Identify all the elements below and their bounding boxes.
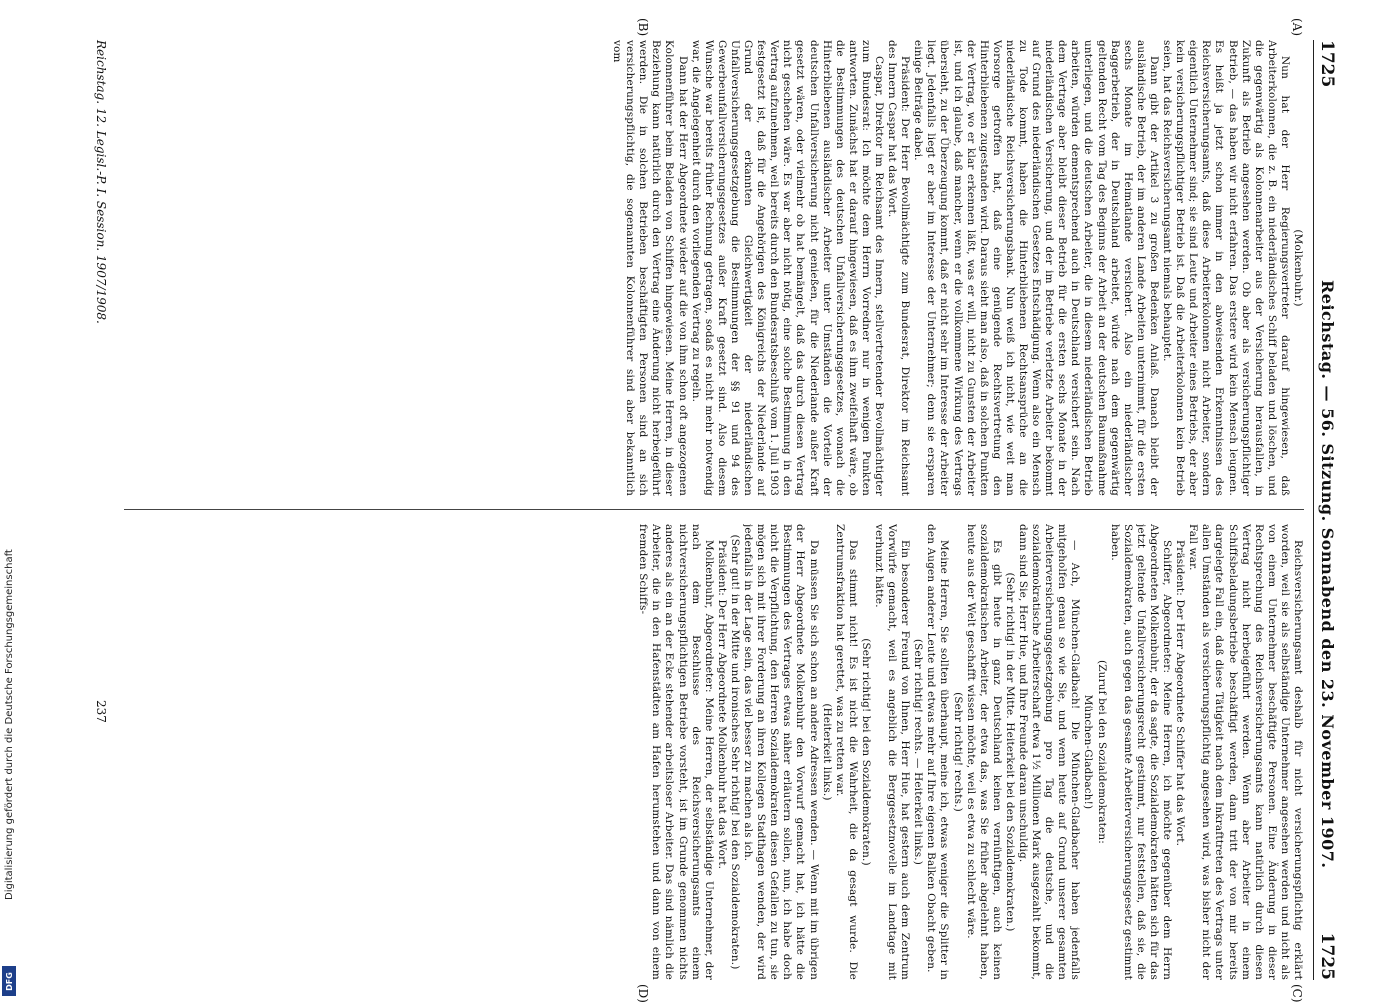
president-statement: Präsident: Der Herr Abgeordnete Schiffer hat das Wort. (1174, 540, 1187, 847)
left-column (124, 40, 1304, 496)
digitization-note: Digitalisierung gefördert durch die Deutsche Forschungsgemeinschaft (4, 549, 15, 900)
interjection: (Sehr richtig! rechts. — Heiterkeit links.) (912, 638, 925, 866)
page-footer: Reichstag. 12. Legisl.-P. I. Session. 1907/1908. (94, 40, 108, 324)
column-divider (124, 509, 1304, 510)
paragraph: Es gibt heute in ganz Deutschland keinen vernünftigen, auch keinen sozialdemokratischen Arbeiter, der etwa das, was Sie früher abgelehnt haben, heute aus der Welt geschafft wissen möchte, weil es etwa zu schlecht wäre. (964, 524, 1003, 980)
logo-text: DFG (4, 971, 14, 991)
paragraph: Das stimmt nicht! Es ist nicht die Wahrheit, die da gesagt wurde. Die Zentrumsfraktion hat gerettet, was zu retten war. (833, 524, 859, 980)
document-page (50, 18, 1340, 1003)
interjection: (Sehr gut! in der Mitte und ironisches Sehr richtig! bei den Sozialdemokraten.) (728, 534, 741, 970)
page-number: 237 (94, 700, 108, 723)
header-page-number-left: 1725 (1317, 40, 1337, 88)
right-column (124, 524, 1304, 980)
interjection: (Sehr richtig! in der Mitte. Heiterkeit bei den Sozialdemokraten.) (1003, 572, 1016, 932)
president-statement: Präsident: Der Herr Abgeordnete Molkenbuhr hat das Wort. (715, 540, 728, 870)
paragraph: Ein besonderer Freund von Ihnen, Herr Hue, hat gestern auch dem Zentrum Vorwürfe gemacht, weil es angeblich die Berggesetznovelle im Landtage mit verhunzt hätte. (873, 524, 912, 980)
interjection: (Heiterkeit links.) (820, 703, 833, 801)
margin-marker-d: (D) (636, 984, 650, 1003)
paragraph: Reichsversicherungsamt deshalb für nicht versicherungspflichtig erklärt worden, weil sie als selbständige Unternehmer angesehen werden und nicht als von einem Unternehmer beschäftigte Personen. Eine Änderung in dieser Rechtsprechung des Reichsversicherungsamts kann natürlich durch diesen Vertrag nicht herbeigeführt werden. Wenn aber Arbeiter in einem Schiffsbeladungsbetriebe beschäftigt werden, dann tritt der von mir bereits dargelegte Fall ein, daß diese Tätigkeit nach dem Inkrafttreten des Vertrags unter allen Umständen als versicherungspflichtig angesehen wird, was bisher nicht der Fall war. (1187, 524, 1304, 980)
paragraph: Dann gibt der Artikel 3 zu großen Bedenken Anlaß. Danach bleibt der ausländische Betrieb, der im anderen Lande Arbeiten unternimmt, für die ersten sechs Monate im Heimatlande versichert. Also ein niederländischer Baggerbetrieb, der in Deutschland arbeitet, würde nach dem gegenwärtig geltenden Recht vom Tag des Beginns der Arbeit an der deutschen Baumaßnahme unterliegen, und die deutschen Arbeiter, die in diesem niederländischen Betrieb arbeiten, würden dementsprechend auch in Deutschland versichert sein. Nach dem Vertrage aber bleibt dieser Betrieb für die ersten sechs Monate in der niederländischen Versicherung, und der im Betriebe verletzte Arbeiter bekommt auf Grund des niederländischen Gesetzes Entschädigung. Wenn also ein Mensch zu Tode kommt, haben die Hinterbliebenen Rechtsansprüche an die niederländische Reichsversicherungsbank. Nun weiß ich nicht, wie weit man Vorsorge getroffen hat, daß eine genügende Rechtsvertretung den Hinterbliebenen zugestanden wird. Daraus sieht man also, daß in solchen Punkten der Vertrag, wo er klar erkennen läßt, was er will, nicht zu Gunsten der Arbeiter ist, und ich glaube, daß mancher, wenn er die vollkommene Wirkung des Vertrags übersieht, zu der Überzeugung kommt, daß er nicht sehr im Interesse der Arbeiter liegt. Jedenfalls liegt er aber im Interesse der Unternehmer; denn sie ersparen einige Beiträge dabei. (912, 40, 1160, 496)
paragraph: Dann hat der Herr Abgeordnete wieder auf die von ihm schon oft angezogenen Kolonnenführer beim Beladen von Schiffen hingewiesen. Meine Herren, in dieser Beziehung kann natürlich durch den Vertrag eine Änderung nicht herbeigeführt werden. Die in solchen Betrieben beschäftigten Personen sind an sich versicherungspflichtig, die sogenannten Kolonnenführer sind aber bekanntlich vom (611, 40, 689, 496)
header-title: Reichstag. — 56. Sitzung. Sonnabend den 23. November 1907. (1318, 280, 1337, 869)
paragraph: Nun hat der Herr Regierungsvertreter darauf hingewiesen, daß Arbeiterkolonnen, die z. B. ein niederländisches Schiff beladen und löschen, und die gegenwärtig als Kolonnenarbeiter aus der Versicherung herausfallen, in Zukunft als Betrieb angesehen werden. Ob aber als versicherungspflichtiger Betrieb, — das haben wir nicht erfahren. Das erstere wird kein Mensch leugnen. Es heißt ja jetzt schon immer in den abweisenden Erkenntnissen des Reichsversicherungsamts, daß diese Arbeiterkolonnen nicht Arbeiter, sondern eigentlich Unternehmer sind; sie sind Leute und Arbeiter eines Betriebs, der aber kein versicherungspflichtiger Betrieb ist. Daß die Arbeiterkolonnen kein Betrieb seien, hat das Reichsversicherungsamt niemals behauptet. (1161, 40, 1291, 496)
interjection: (Sehr richtig! bei den Sozialdemokraten.) (859, 638, 872, 866)
paragraph: Da müssen Sie sich schon an andere Adressen wenden. — Wenn mit im übrigen der Herr Abgeordnete Molkenbuhr den Vorwurf gemacht hat, ich hätte die Bestimmungen des Vertrages etwas näher erläutern sollen, nun, ich habe doch nicht die Verpflichtung, den Herren Sozialdemokraten diesen Gefallen zu tun, sie mögen sich mit ihrer Forderung an ihren Kollegen Stadthagen wenden, der wird jedenfalls in der Lage sein, das viel besser zu machen als ich. (742, 524, 820, 980)
dfg-logo-icon (2, 966, 16, 996)
paragraph: Meine Herren, Sie sollten überhaupt, meine ich, etwas weniger die Splitter in den Augen anderer Leute und etwas mehr auf Ihre eigenen Balken Obacht geben. (925, 524, 951, 980)
header-page-number-right: 1725 (1317, 932, 1337, 980)
interjection: (Sehr richtig! rechts.) (951, 692, 964, 812)
interjection: München-Gladbach!) (1082, 694, 1095, 810)
margin-marker-a: (A) (1290, 18, 1304, 37)
margin-marker-c: (C) (1290, 984, 1304, 1003)
speaker-continuation: (Molkenbuhr.) (1292, 229, 1304, 307)
paragraph: Molkenbuhr, Abgeordneter: Meine Herren, der selbständige Unternehmer, der nach dem Beschlusse des Reichsversicherungsamts einem nichtversicherungspflichtigen Betriebe vorsteht, ist im Grunde genommen nichts anderes als ein an der Ecke stehender arbeitsloser Arbeiter. Das sind nämlich die Arbeiter, die in den Hafenstädten am Hafen herumstehen und dann von einem fremden Schiffs- (637, 524, 715, 980)
paragraph: — Ach, München-Gladbach! Die München-Gladbacher haben jedenfalls mitgeholfen genau so wie Sie, und wenn heute auf Grund unserer gesamten Arbeiterversicherungsgesetzgebung pro Tag die deutsche, und die sozialdemokratische Arbeiterschaft etwa 1½ Millionen Mark ausgezahlt bekommt, dann sind Sie, Herr Hue, und Ihre Freunde daran unschuldig. (1017, 524, 1082, 980)
margin-marker-b: (B) (636, 18, 650, 37)
paragraph: Caspar, Direktor im Reichsamt des Innern, stellvertretender Bevollmächtigter zum Bundesrat: Ich möchte dem Herrn Vorredner nur in wenigen Punkten antworten. Zunächst hat er darauf hingewiesen, daß es ihm zweifelhaft wäre, ob die Bestimmungen des deutschen Unfallversicherungsgesetzes, wonach die Hinterbliebenen ausländischer Arbeiter unter Umständen die Vorteile der deutschen Unfallversicherung nicht genießen, für die Niederlande außer Kraft gesetzt wären, oder vielmehr ob hat bemängelt, daß das durch diesen Vertrag nicht geschehen wäre. Es war aber nicht nötig, eine solche Bestimmung in den Vertrag aufzunehmen, weil bereits durch den Bundesratsbeschluß vom 1. Juli 1903 festgesetzt ist, daß für die Angehörigen des Königreichs der Niederlande auf Grund der erkannten Gleichwertigkeit der niederländischen Unfallversicherungsgesetzgebung die Bestimmungen der §§ 91 und 94 des Gewerbeunfallversicherungsgesetzes außer Kraft gesetzt sind. Also diesem Wunsche war bereits früher Rechnung getragen, sodaß es nicht mehr notwendig war, die Angelegenheit durch den vorliegenden Vertrag zu regeln. (689, 40, 885, 496)
president-statement: Präsident: Der Herr Bevollmächtigte zum Bundesrat, Direktor im Reichsamt des Innern Caspar hat das Wort. (886, 40, 912, 496)
interjection: (Zuruf bei den Sozialdemokraten: (1095, 660, 1108, 844)
page-header (1313, 40, 1340, 980)
paragraph: Schiffer, Abgeordneter: Meine Herren, ich möchte gegenüber dem Herrn Abgeordneten Molkenbuhr, der da sagte, die Sozialdemokraten hätten sich für das jetzt geltende Unfallversicherungsrecht gestimmt, nur feststellen, daß sie, die Sozialdemokraten, auch gegen das gesamte Arbeiterversicherungsgesetz gestimmt haben. (1108, 524, 1174, 980)
